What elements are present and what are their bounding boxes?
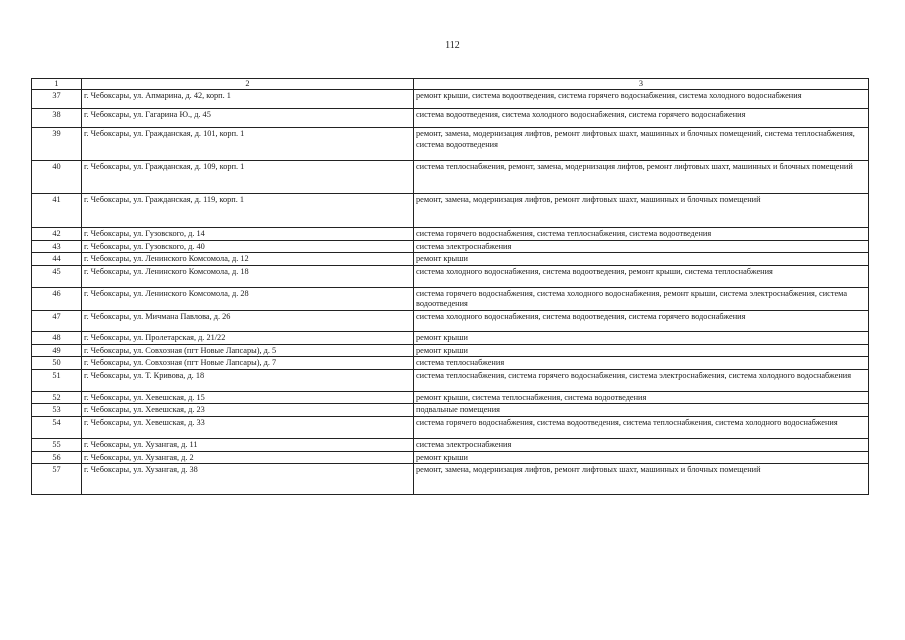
table-row xyxy=(32,332,869,345)
table-row xyxy=(32,128,869,161)
table-row xyxy=(32,311,869,332)
row-works: ремонт крыши xyxy=(414,253,869,266)
row-works: система теплоснабжения, система горячего водоснабжения, система электроснабжения, система холодного водоснабжения xyxy=(414,369,869,391)
row-works: ремонт, замена, модернизация лифтов, ремонт лифтовых шахт, машинных и блочных помещений xyxy=(414,194,869,228)
row-number: 46 xyxy=(32,287,82,310)
table-header-row xyxy=(32,79,869,90)
row-works: подвальные помещения xyxy=(414,404,869,417)
row-number: 47 xyxy=(32,311,82,332)
table-row xyxy=(32,391,869,404)
row-number: 43 xyxy=(32,240,82,253)
works-table xyxy=(31,78,869,495)
table-row xyxy=(32,451,869,464)
table-row xyxy=(32,253,869,266)
row-address: г. Чебоксары, ул. Хевешская, д. 23 xyxy=(82,404,414,417)
table-row xyxy=(32,357,869,370)
row-works: ремонт, замена, модернизация лифтов, ремонт лифтовых шахт, машинных и блочных помещений, система теплоснабжения, система водоотведения xyxy=(414,128,869,161)
table-row xyxy=(32,161,869,194)
row-address: г. Чебоксары, ул. Т. Кривова, д. 18 xyxy=(82,369,414,391)
row-address: г. Чебоксары, ул. Ленинского Комсомола, д. 12 xyxy=(82,253,414,266)
row-works: система теплоснабжения, ремонт, замена, модернизация лифтов, ремонт лифтовых шахт, машинных и блочных помещений xyxy=(414,161,869,194)
row-works: система горячего водоснабжения, система теплоснабжения, система водоотведения xyxy=(414,228,869,241)
row-address: г. Чебоксары, ул. Хузангая, д. 2 xyxy=(82,451,414,464)
row-works: ремонт, замена, модернизация лифтов, ремонт лифтовых шахт, машинных и блочных помещений xyxy=(414,464,869,495)
row-works: ремонт крыши xyxy=(414,344,869,357)
row-address: г. Чебоксары, ул. Мичмана Павлова, д. 26 xyxy=(82,311,414,332)
row-works: ремонт крыши xyxy=(414,332,869,345)
row-works: система горячего водоснабжения, система водоотведения, система теплоснабжения, система холодного водоснабжения xyxy=(414,417,869,439)
row-works: система теплоснабжения xyxy=(414,357,869,370)
row-number: 38 xyxy=(32,109,82,128)
row-number: 56 xyxy=(32,451,82,464)
table-row xyxy=(32,287,869,310)
row-number: 54 xyxy=(32,417,82,439)
row-address: г. Чебоксары, ул. Ленинского Комсомола, д. 18 xyxy=(82,265,414,287)
row-number: 40 xyxy=(32,161,82,194)
row-number: 51 xyxy=(32,369,82,391)
row-number: 48 xyxy=(32,332,82,345)
table-row xyxy=(32,194,869,228)
row-number: 37 xyxy=(32,90,82,109)
table-row xyxy=(32,439,869,452)
row-address: г. Чебоксары, ул. Хузангая, д. 11 xyxy=(82,439,414,452)
row-number: 50 xyxy=(32,357,82,370)
header-col-number: 1 xyxy=(32,79,82,90)
page-number: 112 xyxy=(445,40,460,51)
row-works: система водоотведения, система холодного водоснабжения, система горячего водоснабжения xyxy=(414,109,869,128)
row-address: г. Чебоксары, ул. Гражданская, д. 109, корп. 1 xyxy=(82,161,414,194)
row-works: ремонт крыши, система водоотведения, система горячего водоснабжения, система холодного водоснабжения xyxy=(414,90,869,109)
row-address: г. Чебоксары, ул. Гузовского, д. 40 xyxy=(82,240,414,253)
row-works: система электроснабжения xyxy=(414,240,869,253)
row-works: система горячего водоснабжения, система холодного водоснабжения, ремонт крыши, система электроснабжения, система водоотведения xyxy=(414,287,869,310)
row-number: 39 xyxy=(32,128,82,161)
table-row xyxy=(32,109,869,128)
table-row xyxy=(32,464,869,495)
row-number: 55 xyxy=(32,439,82,452)
row-number: 41 xyxy=(32,194,82,228)
table-row xyxy=(32,265,869,287)
row-number: 44 xyxy=(32,253,82,266)
row-address: г. Чебоксары, ул. Гражданская, д. 101, корп. 1 xyxy=(82,128,414,161)
row-address: г. Чебоксары, ул. Хевешская, д. 15 xyxy=(82,391,414,404)
row-address: г. Чебоксары, ул. Пролетарская, д. 21/22 xyxy=(82,332,414,345)
row-works: ремонт крыши xyxy=(414,451,869,464)
row-works: система холодного водоснабжения, система водоотведения, ремонт крыши, система теплоснабжения xyxy=(414,265,869,287)
table-row xyxy=(32,240,869,253)
row-works: система холодного водоснабжения, система водоотведения, система горячего водоснабжения xyxy=(414,311,869,332)
row-address: г. Чебоксары, ул. Хузангая, д. 38 xyxy=(82,464,414,495)
table-row xyxy=(32,369,869,391)
row-works: ремонт крыши, система теплоснабжения, система водоотведения xyxy=(414,391,869,404)
header-col-works: 3 xyxy=(414,79,869,90)
row-number: 45 xyxy=(32,265,82,287)
table-row xyxy=(32,417,869,439)
row-address: г. Чебоксары, ул. Гагарина Ю., д. 45 xyxy=(82,109,414,128)
table-row xyxy=(32,404,869,417)
table-row xyxy=(32,90,869,109)
row-address: г. Чебоксары, ул. Хевешская, д. 33 xyxy=(82,417,414,439)
row-number: 42 xyxy=(32,228,82,241)
row-number: 53 xyxy=(32,404,82,417)
row-address: г. Чебоксары, ул. Гражданская, д. 119, корп. 1 xyxy=(82,194,414,228)
row-address: г. Чебоксары, ул. Ленинского Комсомола, д. 28 xyxy=(82,287,414,310)
header-col-address: 2 xyxy=(82,79,414,90)
row-number: 52 xyxy=(32,391,82,404)
row-number: 49 xyxy=(32,344,82,357)
row-address: г. Чебоксары, ул. Гузовского, д. 14 xyxy=(82,228,414,241)
row-works: система электроснабжения xyxy=(414,439,869,452)
row-address: г. Чебоксары, ул. Совхозная (пгт Новые Лапсары), д. 5 xyxy=(82,344,414,357)
row-number: 57 xyxy=(32,464,82,495)
row-address: г. Чебоксары, ул. Апмарина, д. 42, корп. 1 xyxy=(82,90,414,109)
table-row xyxy=(32,228,869,241)
table-row xyxy=(32,344,869,357)
row-address: г. Чебоксары, ул. Совхозная (пгт Новые Лапсары), д. 7 xyxy=(82,357,414,370)
